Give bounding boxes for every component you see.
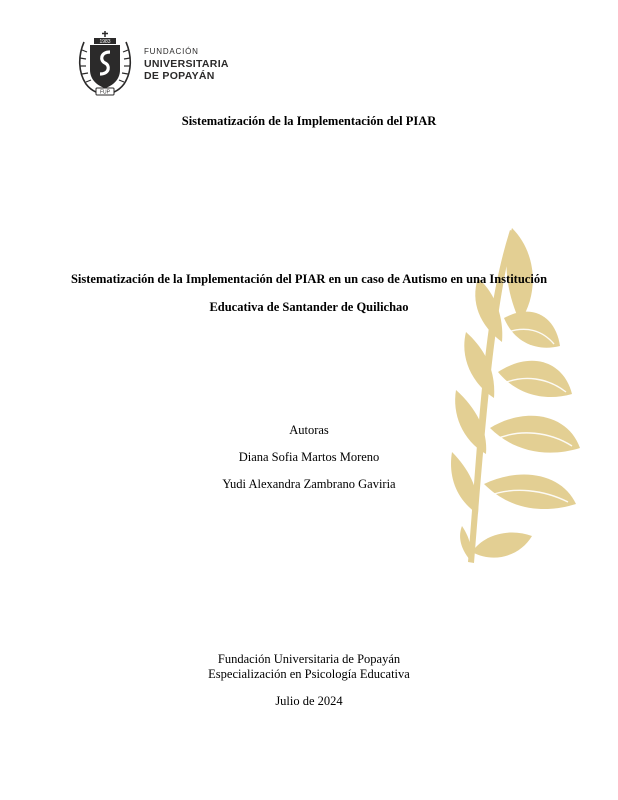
svg-text:1983: 1983 <box>99 39 111 44</box>
author-name: Diana Sofia Martos Moreno <box>238 450 380 464</box>
logo-line-1: FUNDACIÓN <box>144 47 199 56</box>
crest-initials-label <box>96 88 114 95</box>
institution-name: Fundación Universitaria de Popayán <box>217 652 401 666</box>
author-name: Yudi Alexandra Zambrano Gaviria <box>222 477 396 491</box>
svg-text:FUP: FUP <box>100 89 110 95</box>
crest-year-label <box>94 38 116 44</box>
document-title-line-2: Educativa de Santander de Quilichao <box>209 300 409 314</box>
university-logo <box>76 30 236 98</box>
logo-line-3: DE POPAYÁN <box>144 70 215 82</box>
logo-line-2: UNIVERSITARIA <box>144 58 229 70</box>
header-title: Sistematización de la Implementación del PIAR <box>181 114 437 128</box>
program-name: Especialización en Psicología Educativa <box>208 667 410 681</box>
logo-wordmark <box>144 46 229 82</box>
document-title-line-1: Sistematización de la Implementación del PIAR en un caso de Autismo en una Institución <box>70 272 548 286</box>
authors-label: Autoras <box>289 423 329 437</box>
institution-block <box>0 652 618 682</box>
document-date: Julio de 2024 <box>275 694 343 708</box>
